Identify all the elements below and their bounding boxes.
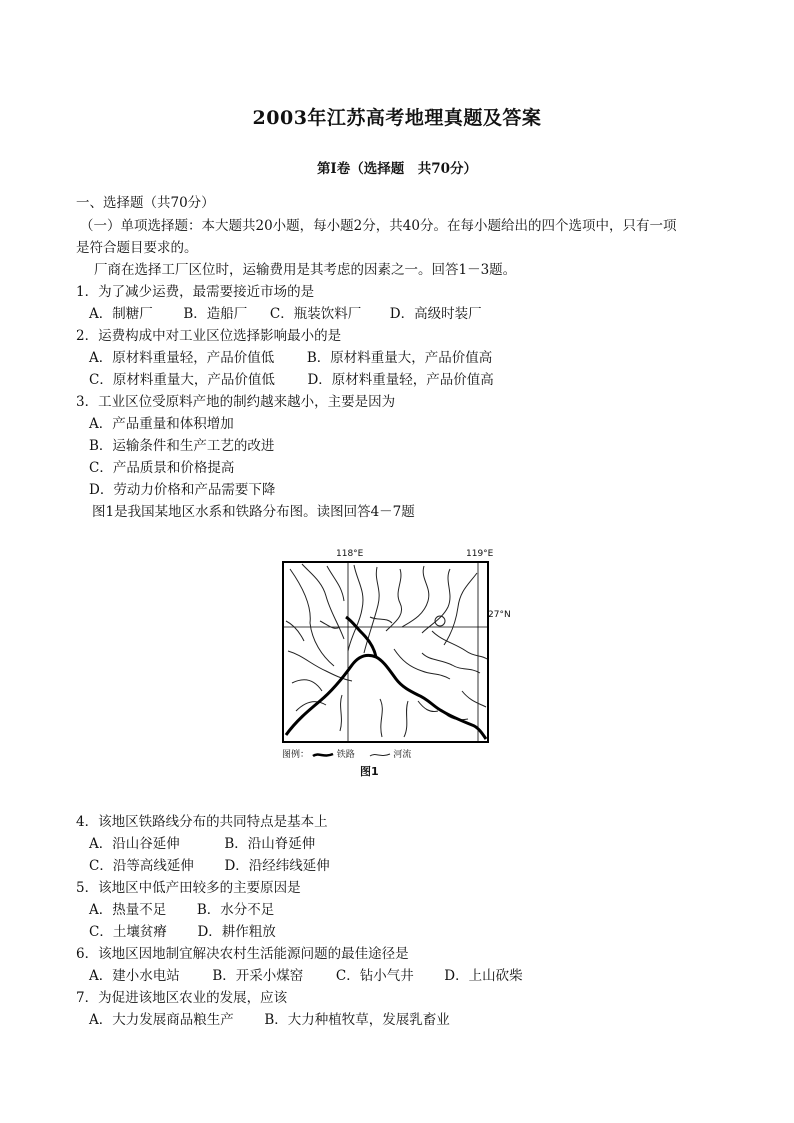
- longitude-label-right: 119°E: [466, 549, 494, 559]
- q5-option-d: D．耕作粗放: [197, 924, 276, 940]
- figure-1-map: [278, 549, 511, 781]
- longitude-label-left: 118°E: [336, 549, 364, 559]
- question-3-stem: 3．工业区位受原料产地的制约越来越小，主要是因为: [76, 394, 396, 410]
- instructions-line-1: （一）单项选择题：本大题共20小题，每小题2分，共40分。在每小题给出的四个选项中，只有一项: [80, 218, 677, 234]
- q4-option-a: A．沿山谷延伸: [89, 836, 180, 852]
- q1-option-c: C．瓶装饮料厂: [269, 306, 362, 322]
- q3-option-b: B．运输条件和生产工艺的改进: [89, 438, 275, 454]
- question-4-options-row1: [89, 835, 315, 853]
- q2-option-b: B．原材料重量大，产品价值高: [306, 350, 493, 366]
- q1-option-b: B．造船厂: [183, 306, 248, 322]
- question-7-options: [89, 1011, 450, 1029]
- q6-option-b: B．开采小煤窑: [212, 968, 304, 984]
- q1-option-a: A．制糖厂: [89, 306, 153, 322]
- question-1-options: [89, 305, 482, 323]
- q4-option-d: D．沿经纬线延伸: [224, 858, 330, 874]
- question-2-stem: 2．运费构成中对工业区位选择影响最小的是: [76, 328, 342, 344]
- instructions-line-2: 是符合题目要求的。: [76, 240, 198, 256]
- legend-river-label: 河流: [393, 750, 412, 760]
- q3-option-a: A．产品重量和体积增加: [89, 416, 234, 432]
- map-border: [283, 562, 488, 742]
- question-4-stem: 4．该地区铁路线分布的共同特点是基本上: [76, 814, 328, 830]
- q5-option-c: C．土壤贫瘠: [89, 924, 167, 940]
- legend-title: 图例：: [282, 750, 310, 760]
- q5-option-b: B．水分不足: [196, 902, 275, 918]
- q2-option-d: D．原材料重量轻，产品价值高: [307, 372, 494, 388]
- map-legend: [282, 747, 411, 760]
- map-drawing: [282, 561, 489, 743]
- q7-option-b: B．大力种植牧草，发展乳畜业: [264, 1012, 450, 1028]
- question-5-options-row2: [89, 923, 276, 941]
- question-6-options: [89, 967, 523, 985]
- question-7-stem: 7．为促进该地区农业的发展，应该: [76, 990, 288, 1006]
- q6-option-a: A．建小水电站: [89, 968, 180, 984]
- question-2-options-row2: [89, 371, 494, 389]
- question-5-stem: 5．该地区中低产田较多的主要原因是: [76, 880, 301, 896]
- q3-option-d: D．劳动力价格和产品需要下降: [89, 482, 276, 498]
- question-1-stem: 1．为了减少运费，最需要接近市场的是: [76, 284, 315, 300]
- question-5-options-row1: [89, 901, 274, 919]
- q4-option-b: B．沿山脊延伸: [224, 836, 316, 852]
- passage-intro-4-7: 图1是我国某地区水系和铁路分布图。读图回答4－7题: [92, 504, 415, 520]
- question-2-options-row1: [89, 349, 492, 367]
- figure-caption: 图1: [360, 765, 379, 778]
- legend-river-symbol: [369, 751, 391, 759]
- question-4-options-row2: [89, 857, 330, 875]
- section-heading: 一、选择题（共70分）: [76, 195, 215, 211]
- q6-option-d: D．上山砍柴: [444, 968, 523, 984]
- q4-option-c: C．沿等高线延伸: [89, 858, 194, 874]
- question-6-stem: 6．该地区因地制宜解决农村生活能源问题的最佳途径是: [76, 946, 409, 962]
- q3-option-c: C．产品质景和价格提高: [89, 460, 235, 476]
- legend-rail-label: 铁路: [336, 750, 355, 760]
- q6-option-c: C．钻小气井: [335, 968, 414, 984]
- q7-option-a: A．大力发展商品粮生产: [89, 1012, 234, 1028]
- page-title: 2003年江苏高考地理真题及答案: [252, 107, 542, 129]
- q1-option-d: D．高级时装厂: [389, 306, 482, 322]
- q5-option-a: A．热量不足: [89, 902, 167, 918]
- legend-rail-symbol: [312, 751, 334, 759]
- q2-option-a: A．原材料重量轻，产品价值低: [89, 350, 275, 366]
- latitude-label: 27°N: [488, 610, 511, 620]
- passage-intro-1-3: 厂商在选择工厂区位时，运输费用是其考虑的因素之一。回答1－3题。: [94, 262, 517, 278]
- q2-option-c: C．原材料重量大，产品价值低: [89, 372, 275, 388]
- section-subtitle: 第Ⅰ卷（选择题 共70分）: [316, 161, 478, 177]
